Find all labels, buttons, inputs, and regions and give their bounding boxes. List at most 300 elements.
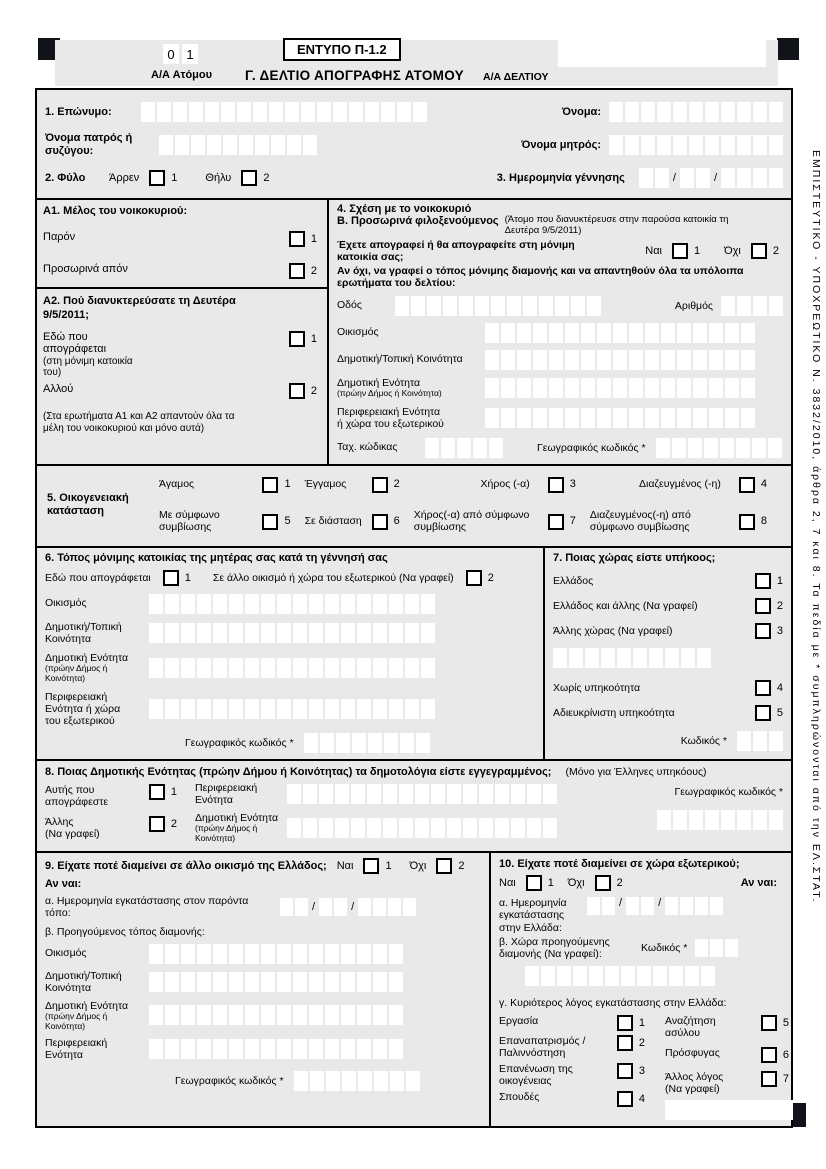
char-cell[interactable] xyxy=(165,944,179,964)
char-cell[interactable] xyxy=(165,623,179,643)
char-cell[interactable] xyxy=(213,972,227,992)
char-cell[interactable] xyxy=(657,135,671,155)
char-cell[interactable] xyxy=(753,296,767,316)
char-cell[interactable] xyxy=(373,594,387,614)
char-cell[interactable] xyxy=(656,438,670,458)
char-cell[interactable] xyxy=(389,658,403,678)
char-cell[interactable] xyxy=(689,102,703,122)
char-cell[interactable] xyxy=(358,1071,372,1091)
char-cell[interactable] xyxy=(549,408,563,428)
char-cell[interactable] xyxy=(165,594,179,614)
char-cell[interactable] xyxy=(269,102,283,122)
char-cell[interactable] xyxy=(223,135,237,155)
char-cell[interactable] xyxy=(737,810,751,830)
char-cell[interactable] xyxy=(319,898,332,916)
char-cell[interactable] xyxy=(517,378,531,398)
char-cell[interactable] xyxy=(384,733,398,753)
char-cell[interactable] xyxy=(389,594,403,614)
char-cell[interactable] xyxy=(501,378,515,398)
sex-male-checkbox-box[interactable] xyxy=(149,170,165,186)
char-cell[interactable] xyxy=(597,408,611,428)
char-cell[interactable] xyxy=(325,699,339,719)
char-cell[interactable] xyxy=(613,408,627,428)
char-cell[interactable] xyxy=(341,1005,355,1025)
char-cell[interactable] xyxy=(677,323,691,343)
char-cell[interactable] xyxy=(149,1039,163,1059)
char-cell[interactable] xyxy=(737,296,751,316)
char-cell[interactable] xyxy=(261,944,275,964)
char-cell[interactable] xyxy=(597,350,611,370)
char-cell[interactable] xyxy=(605,966,619,986)
char-cell[interactable] xyxy=(709,323,723,343)
char-cell[interactable] xyxy=(149,972,163,992)
char-cell[interactable] xyxy=(525,966,539,986)
char-cell[interactable] xyxy=(581,378,595,398)
char-cell[interactable] xyxy=(141,102,155,122)
char-cell[interactable] xyxy=(645,378,659,398)
s7-unspecified-box[interactable] xyxy=(755,705,771,721)
char-cell[interactable] xyxy=(681,648,695,668)
char-cell[interactable] xyxy=(629,408,643,428)
char-cell[interactable] xyxy=(303,818,317,838)
char-cell[interactable] xyxy=(741,408,755,428)
char-cell[interactable] xyxy=(245,658,259,678)
char-cell[interactable] xyxy=(197,658,211,678)
char-cell[interactable] xyxy=(597,378,611,398)
char-cell[interactable] xyxy=(294,1071,308,1091)
char-cell[interactable] xyxy=(565,323,579,343)
char-cell[interactable] xyxy=(245,944,259,964)
char-cell[interactable] xyxy=(641,102,655,122)
char-cell[interactable] xyxy=(181,972,195,992)
char-cell[interactable] xyxy=(400,733,414,753)
char-cell[interactable] xyxy=(539,296,553,316)
char-cell[interactable] xyxy=(495,784,509,804)
char-cell[interactable] xyxy=(661,350,675,370)
char-cell[interactable] xyxy=(673,810,687,830)
char-cell[interactable] xyxy=(373,1039,387,1059)
char-cell[interactable] xyxy=(695,897,708,915)
char-cell[interactable] xyxy=(352,733,366,753)
char-cell[interactable] xyxy=(720,438,734,458)
char-cell[interactable] xyxy=(149,944,163,964)
char-cell[interactable] xyxy=(271,135,285,155)
char-cell[interactable] xyxy=(304,733,318,753)
char-cell[interactable] xyxy=(229,699,243,719)
marital-widowed-box[interactable] xyxy=(548,477,564,493)
char-cell[interactable] xyxy=(197,1005,211,1025)
char-cell[interactable] xyxy=(277,658,291,678)
char-cell[interactable] xyxy=(769,168,783,188)
s7-greece-box[interactable] xyxy=(755,573,771,589)
char-cell[interactable] xyxy=(710,939,723,957)
char-cell[interactable] xyxy=(625,135,639,155)
char-cell[interactable] xyxy=(342,1071,356,1091)
char-cell[interactable] xyxy=(357,594,371,614)
char-cell[interactable] xyxy=(421,623,435,643)
char-cell[interactable] xyxy=(245,972,259,992)
char-cell[interactable] xyxy=(613,378,627,398)
char-cell[interactable] xyxy=(485,378,499,398)
char-cell[interactable] xyxy=(395,296,409,316)
s6-other-checkbox-box[interactable] xyxy=(466,570,482,586)
char-cell[interactable] xyxy=(457,438,471,458)
char-cell[interactable] xyxy=(413,102,427,122)
char-cell[interactable] xyxy=(221,102,235,122)
char-cell[interactable] xyxy=(245,699,259,719)
char-cell[interactable] xyxy=(689,810,703,830)
s4-yes-checkbox-box[interactable] xyxy=(672,243,688,259)
char-cell[interactable] xyxy=(351,784,365,804)
char-cell[interactable] xyxy=(705,135,719,155)
char-cell[interactable] xyxy=(157,102,171,122)
char-cell[interactable] xyxy=(677,378,691,398)
char-cell[interactable] xyxy=(175,135,189,155)
char-cell[interactable] xyxy=(491,296,505,316)
char-cell[interactable] xyxy=(721,810,735,830)
reason-other-box[interactable] xyxy=(761,1071,777,1087)
char-cell[interactable] xyxy=(639,168,653,188)
char-cell[interactable] xyxy=(309,972,323,992)
char-cell[interactable] xyxy=(319,818,333,838)
marital-married-box[interactable] xyxy=(372,477,388,493)
s4-no-checkbox-box[interactable] xyxy=(751,243,767,259)
char-cell[interactable] xyxy=(287,784,301,804)
char-cell[interactable] xyxy=(325,658,339,678)
char-cell[interactable] xyxy=(287,135,301,155)
char-cell[interactable] xyxy=(753,810,767,830)
char-cell[interactable] xyxy=(533,323,547,343)
char-cell[interactable] xyxy=(511,784,525,804)
char-cell[interactable] xyxy=(657,102,671,122)
char-cell[interactable] xyxy=(336,733,350,753)
char-cell[interactable] xyxy=(309,658,323,678)
char-cell[interactable] xyxy=(181,623,195,643)
char-cell[interactable] xyxy=(341,944,355,964)
char-cell[interactable] xyxy=(753,731,767,751)
char-cell[interactable] xyxy=(613,323,627,343)
char-cell[interactable] xyxy=(159,135,173,155)
char-cell[interactable] xyxy=(334,898,347,916)
char-cell[interactable] xyxy=(280,898,293,916)
char-cell[interactable] xyxy=(431,784,445,804)
char-cell[interactable] xyxy=(309,699,323,719)
char-cell[interactable] xyxy=(553,648,567,668)
char-cell[interactable] xyxy=(213,699,227,719)
char-cell[interactable] xyxy=(277,972,291,992)
char-cell[interactable] xyxy=(149,623,163,643)
char-cell[interactable] xyxy=(589,966,603,986)
char-cell[interactable] xyxy=(165,699,179,719)
char-cell[interactable] xyxy=(431,818,445,838)
char-cell[interactable] xyxy=(693,378,707,398)
marital-separated-box[interactable] xyxy=(372,514,388,530)
char-cell[interactable] xyxy=(447,784,461,804)
char-cell[interactable] xyxy=(341,699,355,719)
char-cell[interactable] xyxy=(737,102,751,122)
char-cell[interactable] xyxy=(721,296,735,316)
char-cell[interactable] xyxy=(373,972,387,992)
char-cell[interactable] xyxy=(541,966,555,986)
char-cell[interactable] xyxy=(587,296,601,316)
char-cell[interactable] xyxy=(357,1005,371,1025)
char-cell[interactable] xyxy=(181,944,195,964)
char-cell[interactable] xyxy=(229,594,243,614)
char-cell[interactable] xyxy=(543,784,557,804)
char-cell[interactable] xyxy=(479,818,493,838)
char-cell[interactable] xyxy=(237,102,251,122)
char-cell[interactable] xyxy=(629,323,643,343)
char-cell[interactable] xyxy=(368,733,382,753)
char-cell[interactable] xyxy=(741,323,755,343)
char-cell[interactable] xyxy=(277,594,291,614)
char-cell[interactable] xyxy=(261,623,275,643)
char-cell[interactable] xyxy=(704,438,718,458)
char-cell[interactable] xyxy=(325,944,339,964)
char-cell[interactable] xyxy=(753,135,767,155)
char-cell[interactable] xyxy=(669,966,683,986)
s9-no-checkbox-box[interactable] xyxy=(436,858,452,874)
char-cell[interactable] xyxy=(697,648,711,668)
char-cell[interactable] xyxy=(357,1039,371,1059)
s7-greece-and-other-box[interactable] xyxy=(755,598,771,614)
char-cell[interactable] xyxy=(725,939,738,957)
char-cell[interactable] xyxy=(213,1039,227,1059)
char-cell[interactable] xyxy=(149,1005,163,1025)
char-cell[interactable] xyxy=(665,897,678,915)
char-cell[interactable] xyxy=(303,135,317,155)
char-cell[interactable] xyxy=(441,438,455,458)
char-cell[interactable] xyxy=(229,623,243,643)
char-cell[interactable] xyxy=(737,731,751,751)
char-cell[interactable] xyxy=(405,658,419,678)
s9-yes-checkbox-box[interactable] xyxy=(363,858,379,874)
char-cell[interactable] xyxy=(725,378,739,398)
char-cell[interactable] xyxy=(309,944,323,964)
char-cell[interactable] xyxy=(301,102,315,122)
char-cell[interactable] xyxy=(373,1005,387,1025)
char-cell[interactable] xyxy=(229,944,243,964)
char-cell[interactable] xyxy=(569,648,583,668)
char-cell[interactable] xyxy=(571,296,585,316)
char-cell[interactable] xyxy=(416,733,430,753)
char-cell[interactable] xyxy=(725,408,739,428)
char-cell[interactable] xyxy=(325,1005,339,1025)
char-cell[interactable] xyxy=(173,102,187,122)
char-cell[interactable] xyxy=(485,350,499,370)
char-cell[interactable] xyxy=(473,438,487,458)
char-cell[interactable] xyxy=(229,1005,243,1025)
char-cell[interactable] xyxy=(725,323,739,343)
char-cell[interactable] xyxy=(737,168,751,188)
char-cell[interactable] xyxy=(421,658,435,678)
char-cell[interactable] xyxy=(645,323,659,343)
char-cell[interactable] xyxy=(357,972,371,992)
char-cell[interactable] xyxy=(721,135,735,155)
char-cell[interactable] xyxy=(673,102,687,122)
char-cell[interactable] xyxy=(333,102,347,122)
char-cell[interactable] xyxy=(245,594,259,614)
char-cell[interactable] xyxy=(239,135,253,155)
char-cell[interactable] xyxy=(181,699,195,719)
char-cell[interactable] xyxy=(389,944,403,964)
char-cell[interactable] xyxy=(637,966,651,986)
a1-present-checkbox-box[interactable] xyxy=(289,231,305,247)
char-cell[interactable] xyxy=(677,350,691,370)
char-cell[interactable] xyxy=(389,972,403,992)
char-cell[interactable] xyxy=(373,623,387,643)
char-cell[interactable] xyxy=(475,296,489,316)
char-cell[interactable] xyxy=(277,699,291,719)
char-cell[interactable] xyxy=(303,784,317,804)
char-cell[interactable] xyxy=(543,818,557,838)
char-cell[interactable] xyxy=(573,966,587,986)
char-cell[interactable] xyxy=(601,648,615,668)
char-cell[interactable] xyxy=(406,1071,420,1091)
char-cell[interactable] xyxy=(189,102,203,122)
char-cell[interactable] xyxy=(293,623,307,643)
char-cell[interactable] xyxy=(425,438,439,458)
char-cell[interactable] xyxy=(693,408,707,428)
char-cell[interactable] xyxy=(421,594,435,614)
char-cell[interactable] xyxy=(213,944,227,964)
sheet-serial-entry-box[interactable] xyxy=(558,40,766,67)
char-cell[interactable] xyxy=(459,296,473,316)
marital-civil-union-box[interactable] xyxy=(262,514,278,530)
char-cell[interactable] xyxy=(661,408,675,428)
char-cell[interactable] xyxy=(309,1005,323,1025)
char-cell[interactable] xyxy=(415,784,429,804)
char-cell[interactable] xyxy=(645,408,659,428)
char-cell[interactable] xyxy=(261,1005,275,1025)
s7-stateless-box[interactable] xyxy=(755,680,771,696)
char-cell[interactable] xyxy=(325,594,339,614)
s8-current-checkbox-box[interactable] xyxy=(149,784,165,800)
char-cell[interactable] xyxy=(293,699,307,719)
char-cell[interactable] xyxy=(165,1005,179,1025)
char-cell[interactable] xyxy=(581,408,595,428)
char-cell[interactable] xyxy=(533,408,547,428)
char-cell[interactable] xyxy=(191,135,205,155)
char-cell[interactable] xyxy=(165,1039,179,1059)
s10-yes-checkbox-box[interactable] xyxy=(526,875,542,891)
char-cell[interactable] xyxy=(629,350,643,370)
char-cell[interactable] xyxy=(752,438,766,458)
a2-elsewhere-checkbox-box[interactable] xyxy=(289,383,305,399)
char-cell[interactable] xyxy=(341,972,355,992)
char-cell[interactable] xyxy=(549,350,563,370)
char-cell[interactable] xyxy=(229,972,243,992)
char-cell[interactable] xyxy=(501,408,515,428)
char-cell[interactable] xyxy=(325,623,339,643)
char-cell[interactable] xyxy=(341,623,355,643)
char-cell[interactable] xyxy=(335,818,349,838)
char-cell[interactable] xyxy=(709,350,723,370)
char-cell[interactable] xyxy=(641,135,655,155)
char-cell[interactable] xyxy=(672,438,686,458)
char-cell[interactable] xyxy=(197,594,211,614)
char-cell[interactable] xyxy=(609,102,623,122)
char-cell[interactable] xyxy=(197,944,211,964)
char-cell[interactable] xyxy=(565,408,579,428)
char-cell[interactable] xyxy=(769,135,783,155)
char-cell[interactable] xyxy=(463,818,477,838)
char-cell[interactable] xyxy=(463,784,477,804)
char-cell[interactable] xyxy=(405,623,419,643)
char-cell[interactable] xyxy=(421,699,435,719)
marital-single-box[interactable] xyxy=(262,477,278,493)
char-cell[interactable] xyxy=(633,648,647,668)
char-cell[interactable] xyxy=(261,658,275,678)
char-cell[interactable] xyxy=(207,135,221,155)
char-cell[interactable] xyxy=(753,102,767,122)
char-cell[interactable] xyxy=(181,1039,195,1059)
char-cell[interactable] xyxy=(389,699,403,719)
char-cell[interactable] xyxy=(617,648,631,668)
char-cell[interactable] xyxy=(769,102,783,122)
serial-digit[interactable]: 1 xyxy=(182,44,198,64)
char-cell[interactable] xyxy=(495,818,509,838)
char-cell[interactable] xyxy=(181,658,195,678)
marital-widowed-civil-box[interactable] xyxy=(548,514,564,530)
char-cell[interactable] xyxy=(661,378,675,398)
char-cell[interactable] xyxy=(326,1071,340,1091)
char-cell[interactable] xyxy=(367,818,381,838)
char-cell[interactable] xyxy=(335,784,349,804)
char-cell[interactable] xyxy=(399,784,413,804)
char-cell[interactable] xyxy=(507,296,521,316)
char-cell[interactable] xyxy=(390,1071,404,1091)
char-cell[interactable] xyxy=(197,623,211,643)
char-cell[interactable] xyxy=(710,897,723,915)
char-cell[interactable] xyxy=(549,323,563,343)
char-cell[interactable] xyxy=(357,944,371,964)
char-cell[interactable] xyxy=(399,818,413,838)
char-cell[interactable] xyxy=(373,898,386,916)
char-cell[interactable] xyxy=(317,102,331,122)
char-cell[interactable] xyxy=(293,972,307,992)
char-cell[interactable] xyxy=(680,168,694,188)
char-cell[interactable] xyxy=(261,594,275,614)
char-cell[interactable] xyxy=(205,102,219,122)
char-cell[interactable] xyxy=(689,135,703,155)
char-cell[interactable] xyxy=(229,1039,243,1059)
char-cell[interactable] xyxy=(341,1039,355,1059)
char-cell[interactable] xyxy=(501,350,515,370)
char-cell[interactable] xyxy=(197,699,211,719)
char-cell[interactable] xyxy=(511,818,525,838)
char-cell[interactable] xyxy=(517,408,531,428)
char-cell[interactable] xyxy=(602,897,615,915)
char-cell[interactable] xyxy=(641,897,654,915)
char-cell[interactable] xyxy=(533,378,547,398)
char-cell[interactable] xyxy=(261,972,275,992)
char-cell[interactable] xyxy=(293,944,307,964)
char-cell[interactable] xyxy=(517,323,531,343)
char-cell[interactable] xyxy=(673,135,687,155)
char-cell[interactable] xyxy=(374,1071,388,1091)
char-cell[interactable] xyxy=(581,323,595,343)
char-cell[interactable] xyxy=(373,944,387,964)
char-cell[interactable] xyxy=(213,623,227,643)
char-cell[interactable] xyxy=(527,784,541,804)
char-cell[interactable] xyxy=(527,818,541,838)
char-cell[interactable] xyxy=(213,594,227,614)
char-cell[interactable] xyxy=(197,1039,211,1059)
char-cell[interactable] xyxy=(405,594,419,614)
reason-other-writein-box[interactable] xyxy=(665,1100,793,1120)
char-cell[interactable] xyxy=(581,350,595,370)
